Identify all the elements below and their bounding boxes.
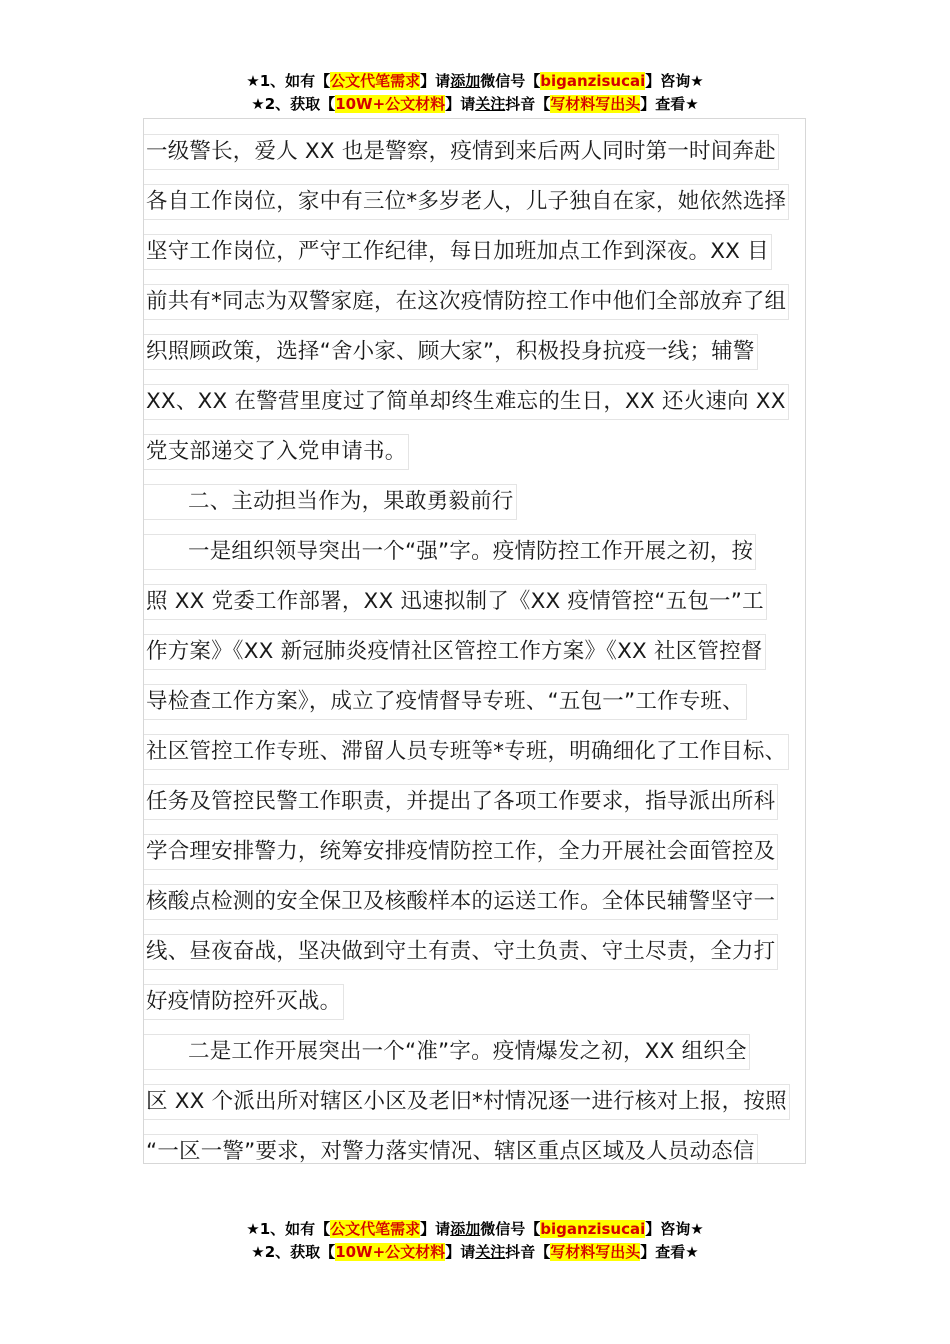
banner-highlight: 10W+公文材料 xyxy=(335,95,446,113)
header-banner xyxy=(0,70,950,116)
banner-underline: 关注 xyxy=(475,1243,506,1261)
text-line-content: 照 XX 党委工作部署，XX 迅速拟制了《XX 疫情管控“五包一”工 xyxy=(144,584,767,620)
banner-line-1 xyxy=(0,70,950,93)
text-line-content: 党支部递交了入党申请书。 xyxy=(144,434,409,470)
banner-underline: 关注 xyxy=(475,95,506,113)
text-line-content: “一区一警”要求，对警力落实情况、辖区重点区域及人员动态信 xyxy=(144,1134,758,1164)
banner-underline: 添加 xyxy=(450,1220,481,1238)
banner-text: ★2、获取【 xyxy=(251,95,336,113)
text-line xyxy=(144,1077,806,1127)
text-line-content: 坚守工作岗位，严守工作纪律，每日加班加点工作到深夜。XX 目 xyxy=(144,234,772,270)
text-line xyxy=(144,277,806,327)
document-body xyxy=(144,127,806,1164)
text-line xyxy=(144,227,806,277)
text-line-content: 区 XX 个派出所对辖区小区及老旧*村情况逐一进行核对上报，按照 xyxy=(144,1084,790,1120)
text-line xyxy=(144,977,806,1027)
text-line xyxy=(144,1027,806,1077)
text-line xyxy=(144,877,806,927)
text-line xyxy=(144,327,806,377)
banner-highlight: 公文代笔需求 xyxy=(330,72,421,90)
banner-highlight: 公文代笔需求 xyxy=(330,1220,421,1238)
text-line-content: 一级警长，爱人 XX 也是警察，疫情到来后两人同时第一时间奔赴 xyxy=(144,134,779,170)
text-line xyxy=(144,577,806,627)
text-line-content: 作方案》《XX 新冠肺炎疫情社区管控工作方案》《XX 社区管控督 xyxy=(144,634,766,670)
text-line-content: 线、昼夜奋战，坚决做到守土有责、守土负责、守土尽责，全力打 xyxy=(144,934,778,970)
text-line xyxy=(144,427,806,477)
text-line-content: 各自工作岗位，家中有三位*多岁老人，儿子独自在家，她依然选择 xyxy=(144,184,789,220)
text-line-content: 学合理安排警力，统筹安排疫情防控工作，全力开展社会面管控及 xyxy=(144,834,778,870)
text-line-content: 导检查工作方案》，成立了疫情督导专班、“五包一”工作专班、 xyxy=(144,684,747,720)
text-line-content: 二是工作开展突出一个“准”字。疫情爆发之初，XX 组织全 xyxy=(144,1034,750,1070)
banner-text: 】请 xyxy=(420,72,451,90)
banner-text: 】请 xyxy=(420,1220,451,1238)
text-line-content: 前共有*同志为双警家庭，在这次疫情防控工作中他们全部放弃了组 xyxy=(144,284,789,320)
section-heading-text: 二、主动担当作为，果敢勇毅前行 xyxy=(144,484,517,520)
banner-text: 】查看★ xyxy=(640,1243,699,1261)
text-line xyxy=(144,127,806,177)
text-line-content: XX、XX 在警营里度过了简单却终生难忘的生日，XX 还火速向 XX xyxy=(144,384,789,420)
text-line xyxy=(144,827,806,877)
banner-line-1 xyxy=(0,1218,950,1241)
douyin-highlight: 写材料写出头 xyxy=(550,95,641,113)
banner-text: ★1、如有【 xyxy=(246,1220,331,1238)
text-line xyxy=(144,627,806,677)
text-line xyxy=(144,727,806,777)
douyin-highlight: 写材料写出头 xyxy=(550,1243,641,1261)
banner-text: 】咨询★ xyxy=(645,1220,704,1238)
text-line xyxy=(144,777,806,827)
banner-text: 微信号【 xyxy=(480,72,541,90)
banner-underline: 添加 xyxy=(450,72,481,90)
text-line xyxy=(144,927,806,977)
text-line xyxy=(144,177,806,227)
banner-highlight: 10W+公文材料 xyxy=(335,1243,446,1261)
banner-text: 抖音【 xyxy=(505,1243,551,1261)
wechat-id-highlight: biganzisucai xyxy=(540,1220,646,1238)
text-line-content: 社区管控工作专班、滞留人员专班等*专班，明确细化了工作目标、 xyxy=(144,734,789,770)
document-page xyxy=(143,118,806,1164)
banner-text: 】咨询★ xyxy=(645,72,704,90)
section-heading xyxy=(144,477,806,527)
text-line xyxy=(144,677,806,727)
text-line-content: 任务及管控民警工作职责，并提出了各项工作要求，指导派出所科 xyxy=(144,784,778,820)
banner-text: ★2、获取【 xyxy=(251,1243,336,1261)
footer-banner xyxy=(0,1218,950,1264)
banner-text: 】查看★ xyxy=(640,95,699,113)
text-line xyxy=(144,1127,806,1164)
banner-line-2 xyxy=(0,1241,950,1264)
banner-text: 】请 xyxy=(445,1243,476,1261)
banner-text: 抖音【 xyxy=(505,95,551,113)
text-line xyxy=(144,377,806,427)
banner-text: 微信号【 xyxy=(480,1220,541,1238)
banner-line-2 xyxy=(0,93,950,116)
text-line xyxy=(144,527,806,577)
text-line-content: 织照顾政策，选择“舍小家、顾大家”，积极投身抗疫一线；辅警 xyxy=(144,334,758,370)
text-line-content: 好疫情防控歼灭战。 xyxy=(144,984,344,1020)
banner-text: ★1、如有【 xyxy=(246,72,331,90)
wechat-id-highlight: biganzisucai xyxy=(540,72,646,90)
text-line-content: 一是组织领导突出一个“强”字。疫情防控工作开展之初，按 xyxy=(144,534,756,570)
banner-text: 】请 xyxy=(445,95,476,113)
text-line-content: 核酸点检测的安全保卫及核酸样本的运送工作。全体民辅警坚守一 xyxy=(144,884,778,920)
